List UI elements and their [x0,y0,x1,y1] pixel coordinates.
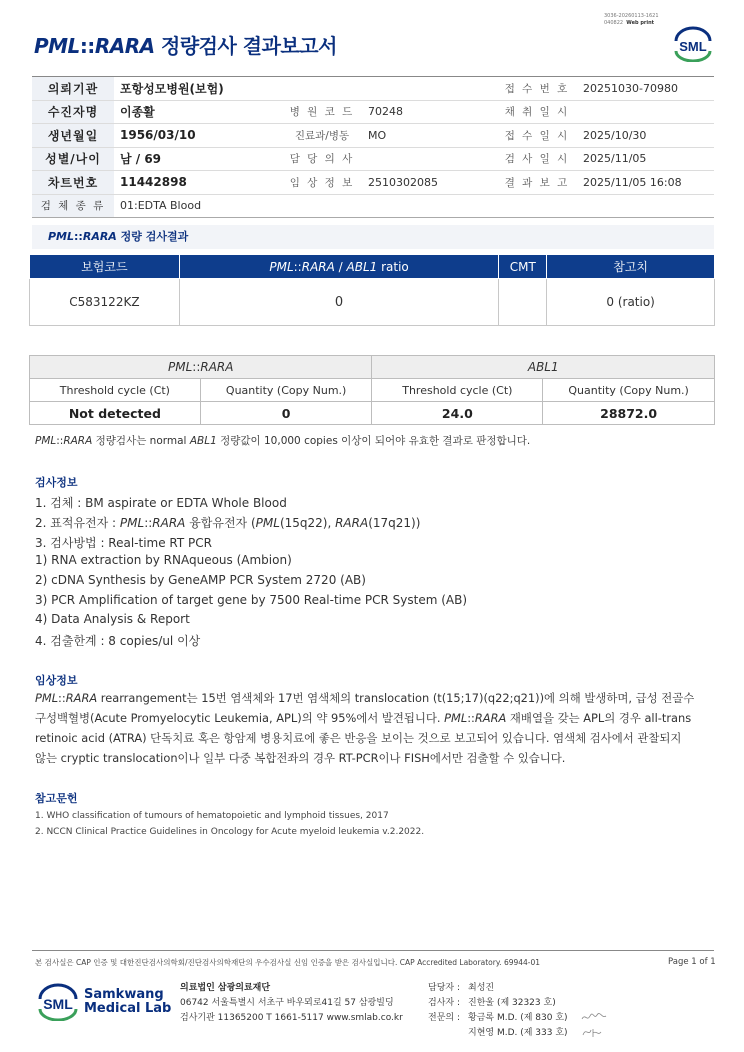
cell-qty-b: 28872.0 [543,402,715,425]
signature-icon [580,1010,608,1024]
header-qty-b: Quantity (Copy Num.) [543,379,715,402]
label-chart-number: 차트번호 [32,171,114,195]
value-chart-number: 11442898 [114,171,282,195]
header-ct-a: Threshold cycle (Ct) [30,379,201,402]
cell-ratio: 0 [179,279,498,326]
label-referring-org: 의뢰기관 [32,77,114,101]
test-info-line: 1) RNA extraction by RNAqueous (Ambion) [35,553,292,567]
patient-row [32,77,714,101]
value-collection-date [577,100,714,124]
staff-name: 진한울 (제 32323 호) [468,998,556,1008]
result-header-row [30,255,715,279]
value-clinical-info: 2510302085 [362,171,497,195]
header-insurance-code: 보험코드 [30,255,180,279]
staff-name: 황금록 M.D. (제 830 호) [468,1013,568,1023]
value-referring-org: 포항성모병원(보험) [114,77,497,101]
cell-qty-a: 0 [200,402,372,425]
brand-line1: Samkwang [84,987,164,1002]
value-patient-name: 이종활 [114,100,282,124]
header-cmt: CMT [499,255,547,279]
test-info-line: 1. 검체 : BM aspirate or EDTA Whole Blood [35,496,287,510]
column-header-row [30,379,715,402]
logo-top-text: SML [679,39,707,54]
sml-logo-icon [672,26,714,62]
report-title: PML::RARA 정량검사 결과보고서 [34,34,337,58]
staff-info [428,981,568,1041]
staff-role: 전문의 : [428,1013,460,1023]
gene-header-row [30,356,715,379]
header-reference: 참고치 [547,255,715,279]
test-info-line: 2. 표적유전자 : PML::RARA 융합유전자 (PML(15q22), RARA(17q21)) [35,516,421,530]
staff-name: 지현영 M.D. (제 333 호) [468,1028,568,1038]
reference-item: 1. WHO classification of tumours of hematopoietic and lymphoid tissues, 2017 [35,811,389,821]
header-gene-a: PML::RARA [30,356,372,379]
label-receipt-date: 접 수 일 시 [497,124,577,148]
label-department: 진료과/병동 [282,124,362,148]
reference-item: 2. NCCN Clinical Practice Guidelines in Oncology for Acute myeloid leukemia v.2.2022. [35,827,425,837]
cell-reference: 0 (ratio) [547,279,715,326]
test-info-line: 2) cDNA Synthesis by GeneAMP PCR System 2720 (AB) [35,573,366,587]
result-section-title: PML::RARA 정량 검사결과 [32,225,714,249]
label-collection-date: 채 취 일 시 [497,100,577,124]
patient-row [32,147,714,171]
result-table [29,254,715,326]
page-number: Page 1 of 1 [668,957,716,967]
signature-icon [580,1025,608,1039]
value-birth-date: 1956/03/10 [114,124,282,148]
organization-info [180,981,403,1026]
copy-number-table [29,355,715,425]
header-gene-b: ABL1 [372,356,715,379]
test-info-line: 4. 검출한계 : 8 copies/ul 이상 [35,634,201,648]
label-patient-name: 수진자명 [32,100,114,124]
cell-cmt [499,279,547,326]
brand-line2: Medical Lab [84,1001,172,1016]
result-row [30,279,715,326]
sml-footer-logo-icon [36,983,80,1021]
patient-row [32,194,714,218]
staff-role: 검사자 : [428,998,460,1008]
references-heading: 참고문헌 [35,792,78,805]
label-receipt-number: 접 수 번 호 [497,77,577,101]
cell-ct-b: 24.0 [372,402,543,425]
certification-note: 본 검사실은 CAP 인증 및 대한진단검사의학회/진단검사의학재단의 우수검사실 신임 인증을 받은 검사실입니다. CAP Accredited Laboratory. 69944-01 [35,958,541,967]
label-hospital-code: 병 원 코 드 [282,100,362,124]
org-name: 의료법인 삼광의료재단 [180,983,271,993]
value-hospital-code: 70248 [362,100,497,124]
test-info-heading: 검사정보 [35,476,78,489]
clinical-info-heading: 임상정보 [35,674,78,687]
org-contact: 검사기관 11365200 T 1661-5117 www.smlab.co.kr [180,1013,403,1023]
value-sex-age: 남 / 69 [114,147,282,171]
value-department: MO [362,124,497,148]
brand-name [84,988,171,1016]
label-report-date: 결 과 보 고 [497,171,577,195]
test-info-line: 3. 검사방법 : Real-time RT PCR [35,536,212,550]
org-address: 06742 서울특별시 서초구 바우뫼로41길 57 삼광빌딩 [180,998,394,1008]
test-info-line: 4) Data Analysis & Report [35,612,190,626]
patient-row [32,124,714,148]
doc-code-line1: 3036-20260113-1621 [604,13,659,19]
label-specimen-type: 검 체 종 류 [32,194,114,218]
footer-divider [32,950,714,951]
cell-ct-a: Not detected [30,402,201,425]
value-report-date: 2025/11/05 16:08 [577,171,714,195]
staff-name: 최성진 [468,983,495,993]
logo-foot-text: SML [43,996,73,1012]
header-ratio: PML::RARA / ABL1 ratio [179,255,498,279]
value-receipt-number: 20251030-70980 [577,77,714,101]
header-qty-a: Quantity (Copy Num.) [200,379,372,402]
header-ct-b: Threshold cycle (Ct) [372,379,543,402]
patient-info-table [32,76,714,218]
doc-code-line2: 040822 [604,20,624,26]
value-test-date: 2025/11/05 [577,147,714,171]
test-info-line: 3) PCR Amplification of target gene by 7500 Real-time PCR System (AB) [35,593,468,607]
web-print-label: Web print [626,20,655,26]
cell-insurance-code: C583122KZ [30,279,180,326]
clinical-info-paragraph: PML::RARA rearrangement는 15번 염색체와 17번 염색체의 translocation (t(15;17)(q22;q21))에 의해 발생하며, 급성 전골수구성백혈병(Acute Promyelocytic Leukemia, APL)의 약 95%에서 발견됩니다. PML::RARA 재배열을 갖는 APL의 경우 all-trans retinoic acid (ATRA) 단독치료 혹은 항암제 병용치료에 좋은 반응을 보이는 것으로 보고되어 있습니다. 염색체 검사에서 관찰되지 않는 cryptic translocation이나 일부 다중 복합전좌의 경우 RT-PCR이나 FISH에서만 검출할 수 있습니다. [35,691,695,765]
document-code [604,13,659,27]
value-row [30,402,715,425]
patient-row [32,171,714,195]
label-birth-date: 생년월일 [32,124,114,148]
label-physician: 담 당 의 사 [282,147,362,171]
label-test-date: 검 사 일 시 [497,147,577,171]
value-specimen-type: 01:EDTA Blood [114,194,714,218]
value-physician [362,147,497,171]
label-clinical-info: 임 상 정 보 [282,171,362,195]
value-receipt-date: 2025/10/30 [577,124,714,148]
staff-role: 담당자 : [428,983,460,993]
validity-note: PML::RARA 정량검사는 normal ABL1 정량값이 10,000 copies 이상이 되어야 유효한 결과로 판정합니다. [35,435,531,447]
patient-row [32,100,714,124]
label-sex-age: 성별/나이 [32,147,114,171]
